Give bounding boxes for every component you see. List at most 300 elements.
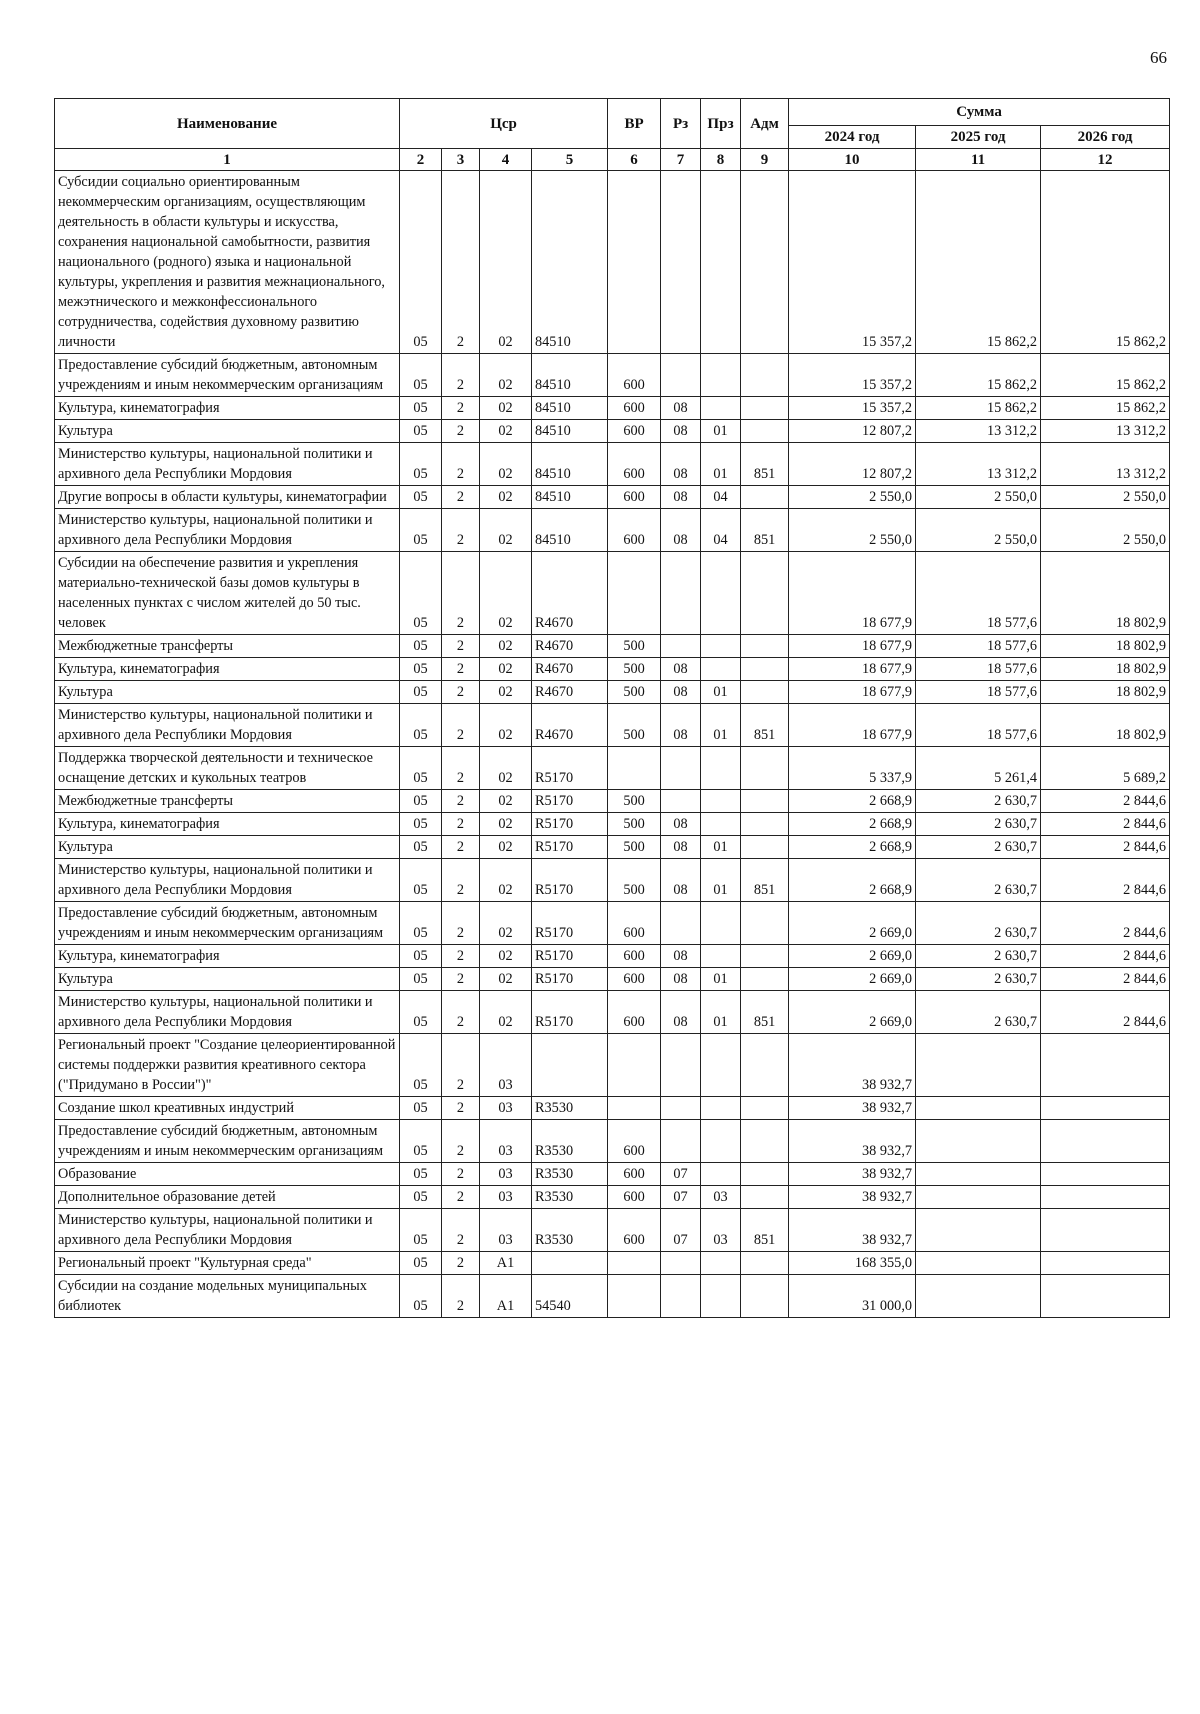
amount-2026: 13 312,2 (1041, 420, 1170, 443)
adm-code: 851 (741, 991, 789, 1034)
amount-2025 (916, 1163, 1041, 1186)
csr-code-3: 2 (442, 486, 480, 509)
vr-code (608, 747, 661, 790)
vr-code: 600 (608, 945, 661, 968)
csr-code-4: 02 (480, 790, 532, 813)
amount-2025 (916, 1186, 1041, 1209)
vr-code: 500 (608, 836, 661, 859)
prz-code: 04 (701, 509, 741, 552)
csr-code-4: 03 (480, 1209, 532, 1252)
vr-code: 600 (608, 968, 661, 991)
header-year-2024: 2024 год (789, 126, 916, 149)
prz-code (701, 1120, 741, 1163)
table-row (55, 1034, 1170, 1097)
vr-code: 600 (608, 397, 661, 420)
amount-2024: 5 337,9 (789, 747, 916, 790)
csr-code-3: 2 (442, 658, 480, 681)
rz-code: 07 (661, 1186, 701, 1209)
adm-code (741, 397, 789, 420)
row-name: Предоставление субсидий бюджетным, автономным учреждениям и иным некоммерческим организациям (55, 354, 400, 397)
csr-code-3: 2 (442, 1120, 480, 1163)
header-rz: Рз (661, 99, 701, 149)
amount-2024: 38 932,7 (789, 1186, 916, 1209)
header-year-2026: 2026 год (1041, 126, 1170, 149)
csr-code-2: 05 (400, 968, 442, 991)
row-name: Субсидии на создание модельных муниципальных библиотек (55, 1275, 400, 1318)
table-row (55, 1275, 1170, 1318)
amount-2025: 2 630,7 (916, 790, 1041, 813)
rz-code (661, 354, 701, 397)
prz-code: 01 (701, 991, 741, 1034)
amount-2026: 15 862,2 (1041, 171, 1170, 354)
csr-code-4: 02 (480, 968, 532, 991)
row-name: Министерство культуры, национальной политики и архивного дела Республики Мордовия (55, 509, 400, 552)
header-name: Наименование (55, 99, 400, 149)
amount-2025 (916, 1120, 1041, 1163)
column-number: 5 (532, 149, 608, 171)
csr-code-2: 05 (400, 1097, 442, 1120)
amount-2026: 5 689,2 (1041, 747, 1170, 790)
csr-code-3: 2 (442, 704, 480, 747)
table-row (55, 859, 1170, 902)
amount-2025: 15 862,2 (916, 354, 1041, 397)
amount-2025: 2 550,0 (916, 509, 1041, 552)
csr-code-2: 05 (400, 552, 442, 635)
amount-2026 (1041, 1275, 1170, 1318)
amount-2025: 2 550,0 (916, 486, 1041, 509)
csr-code-2: 05 (400, 1209, 442, 1252)
column-numbers-row (55, 149, 1170, 171)
amount-2026: 2 844,6 (1041, 902, 1170, 945)
row-name: Предоставление субсидий бюджетным, автономным учреждениям и иным некоммерческим организациям (55, 1120, 400, 1163)
table-row (55, 171, 1170, 354)
rz-code (661, 1275, 701, 1318)
prz-code (701, 945, 741, 968)
csr-code-2: 05 (400, 859, 442, 902)
csr-code-2: 05 (400, 486, 442, 509)
csr-code-3: 2 (442, 991, 480, 1034)
adm-code (741, 354, 789, 397)
csr-code-5: R4670 (532, 658, 608, 681)
adm-code (741, 902, 789, 945)
row-name: Культура, кинематография (55, 945, 400, 968)
csr-code-5 (532, 1252, 608, 1275)
adm-code (741, 1186, 789, 1209)
csr-code-4: 02 (480, 902, 532, 945)
amount-2026: 2 844,6 (1041, 991, 1170, 1034)
csr-code-3: 2 (442, 836, 480, 859)
csr-code-3: 2 (442, 747, 480, 790)
csr-code-3: 2 (442, 397, 480, 420)
amount-2024: 38 932,7 (789, 1097, 916, 1120)
csr-code-4: 02 (480, 486, 532, 509)
csr-code-3: 2 (442, 945, 480, 968)
table-row (55, 397, 1170, 420)
csr-code-5: 84510 (532, 420, 608, 443)
row-name: Культура (55, 681, 400, 704)
vr-code (608, 1097, 661, 1120)
rz-code: 08 (661, 859, 701, 902)
csr-code-4: 02 (480, 681, 532, 704)
csr-code-3: 2 (442, 420, 480, 443)
adm-code (741, 658, 789, 681)
csr-code-5: R4670 (532, 552, 608, 635)
amount-2025: 5 261,4 (916, 747, 1041, 790)
amount-2024: 2 669,0 (789, 968, 916, 991)
adm-code (741, 171, 789, 354)
csr-code-5: 84510 (532, 443, 608, 486)
column-number: 9 (741, 149, 789, 171)
csr-code-5: R5170 (532, 859, 608, 902)
rz-code: 08 (661, 420, 701, 443)
header-adm: Адм (741, 99, 789, 149)
vr-code (608, 1275, 661, 1318)
adm-code (741, 1097, 789, 1120)
csr-code-4: 02 (480, 945, 532, 968)
prz-code (701, 790, 741, 813)
csr-code-2: 05 (400, 836, 442, 859)
adm-code: 851 (741, 704, 789, 747)
amount-2025: 2 630,7 (916, 859, 1041, 902)
prz-code: 01 (701, 968, 741, 991)
row-name: Культура, кинематография (55, 813, 400, 836)
csr-code-5: R5170 (532, 991, 608, 1034)
amount-2026: 18 802,9 (1041, 552, 1170, 635)
csr-code-2: 05 (400, 1252, 442, 1275)
csr-code-5: R3530 (532, 1209, 608, 1252)
amount-2026 (1041, 1186, 1170, 1209)
amount-2026 (1041, 1252, 1170, 1275)
rz-code: 08 (661, 443, 701, 486)
row-name: Межбюджетные трансферты (55, 790, 400, 813)
csr-code-2: 05 (400, 681, 442, 704)
csr-code-5: R4670 (532, 704, 608, 747)
row-name: Министерство культуры, национальной политики и архивного дела Республики Мордовия (55, 859, 400, 902)
csr-code-2: 05 (400, 704, 442, 747)
rz-code: 07 (661, 1209, 701, 1252)
csr-code-5: 84510 (532, 486, 608, 509)
amount-2026: 18 802,9 (1041, 681, 1170, 704)
amount-2024: 15 357,2 (789, 354, 916, 397)
row-name: Другие вопросы в области культуры, кинематографии (55, 486, 400, 509)
column-number: 8 (701, 149, 741, 171)
column-number: 10 (789, 149, 916, 171)
prz-code: 01 (701, 836, 741, 859)
amount-2025: 2 630,7 (916, 813, 1041, 836)
csr-code-2: 05 (400, 420, 442, 443)
csr-code-4: 02 (480, 397, 532, 420)
prz-code (701, 1252, 741, 1275)
amount-2026: 2 844,6 (1041, 790, 1170, 813)
amount-2025: 18 577,6 (916, 552, 1041, 635)
amount-2024: 18 677,9 (789, 681, 916, 704)
prz-code: 04 (701, 486, 741, 509)
amount-2026 (1041, 1120, 1170, 1163)
csr-code-3: 2 (442, 443, 480, 486)
adm-code (741, 1163, 789, 1186)
row-name: Министерство культуры, национальной политики и архивного дела Республики Мордовия (55, 991, 400, 1034)
row-name: Создание школ креативных индустрий (55, 1097, 400, 1120)
table-row (55, 968, 1170, 991)
rz-code (661, 1252, 701, 1275)
csr-code-5: R3530 (532, 1186, 608, 1209)
column-number: 11 (916, 149, 1041, 171)
amount-2024: 2 668,9 (789, 836, 916, 859)
csr-code-3: 2 (442, 354, 480, 397)
amount-2025: 15 862,2 (916, 171, 1041, 354)
rz-code: 08 (661, 681, 701, 704)
adm-code (741, 813, 789, 836)
table-row (55, 1186, 1170, 1209)
table-row (55, 1120, 1170, 1163)
csr-code-5: R5170 (532, 836, 608, 859)
amount-2025: 2 630,7 (916, 945, 1041, 968)
amount-2024: 15 357,2 (789, 171, 916, 354)
column-number: 2 (400, 149, 442, 171)
prz-code: 01 (701, 443, 741, 486)
row-name: Поддержка творческой деятельности и техническое оснащение детских и кукольных театров (55, 747, 400, 790)
vr-code: 500 (608, 635, 661, 658)
table-row (55, 902, 1170, 945)
amount-2026: 2 550,0 (1041, 509, 1170, 552)
csr-code-3: 2 (442, 681, 480, 704)
table-row (55, 681, 1170, 704)
csr-code-3: 2 (442, 1097, 480, 1120)
csr-code-4: 03 (480, 1120, 532, 1163)
adm-code (741, 635, 789, 658)
amount-2024: 38 932,7 (789, 1163, 916, 1186)
csr-code-3: 2 (442, 859, 480, 902)
csr-code-4: A1 (480, 1275, 532, 1318)
column-number: 1 (55, 149, 400, 171)
csr-code-2: 05 (400, 1120, 442, 1163)
rz-code: 08 (661, 658, 701, 681)
amount-2025: 18 577,6 (916, 658, 1041, 681)
amount-2025: 18 577,6 (916, 704, 1041, 747)
csr-code-4: 02 (480, 552, 532, 635)
amount-2025 (916, 1097, 1041, 1120)
row-name: Министерство культуры, национальной политики и архивного дела Республики Мордовия (55, 1209, 400, 1252)
amount-2025 (916, 1275, 1041, 1318)
adm-code (741, 790, 789, 813)
csr-code-5: R4670 (532, 635, 608, 658)
amount-2024: 2 669,0 (789, 945, 916, 968)
amount-2026: 18 802,9 (1041, 635, 1170, 658)
amount-2025: 15 862,2 (916, 397, 1041, 420)
csr-code-2: 05 (400, 790, 442, 813)
vr-code: 500 (608, 813, 661, 836)
amount-2026: 2 550,0 (1041, 486, 1170, 509)
row-name: Субсидии социально ориентированным некоммерческим организациям, осуществляющим деятельность в области культуры и искусства, сохранения национальной самобытности, развития национального (родного) языка и национальной культуры, укрепления и развития межнационального, межэтнического и межконфессионального сотрудничества, содействия духовному развитию личности (55, 171, 400, 354)
csr-code-4: A1 (480, 1252, 532, 1275)
prz-code: 01 (701, 859, 741, 902)
csr-code-5: R5170 (532, 902, 608, 945)
table-row (55, 747, 1170, 790)
vr-code: 500 (608, 658, 661, 681)
table-row (55, 486, 1170, 509)
table-row (55, 354, 1170, 397)
csr-code-3: 2 (442, 171, 480, 354)
adm-code (741, 1252, 789, 1275)
csr-code-3: 2 (442, 1252, 480, 1275)
prz-code (701, 1097, 741, 1120)
column-number: 12 (1041, 149, 1170, 171)
csr-code-2: 05 (400, 1163, 442, 1186)
row-name: Предоставление субсидий бюджетным, автономным учреждениям и иным некоммерческим организациям (55, 902, 400, 945)
column-number: 4 (480, 149, 532, 171)
amount-2026: 2 844,6 (1041, 859, 1170, 902)
adm-code (741, 1275, 789, 1318)
csr-code-5: 84510 (532, 171, 608, 354)
prz-code: 01 (701, 420, 741, 443)
amount-2024: 2 669,0 (789, 902, 916, 945)
vr-code: 600 (608, 509, 661, 552)
csr-code-4: 02 (480, 171, 532, 354)
table-row (55, 658, 1170, 681)
amount-2025 (916, 1252, 1041, 1275)
prz-code (701, 1163, 741, 1186)
adm-code (741, 747, 789, 790)
amount-2026: 2 844,6 (1041, 968, 1170, 991)
table-body (55, 171, 1170, 1318)
csr-code-2: 05 (400, 747, 442, 790)
amount-2024: 38 932,7 (789, 1034, 916, 1097)
csr-code-4: 02 (480, 443, 532, 486)
amount-2024: 12 807,2 (789, 443, 916, 486)
amount-2026 (1041, 1097, 1170, 1120)
table-row (55, 1252, 1170, 1275)
row-name: Межбюджетные трансферты (55, 635, 400, 658)
csr-code-3: 2 (442, 1209, 480, 1252)
csr-code-4: 02 (480, 704, 532, 747)
amount-2024: 2 668,9 (789, 813, 916, 836)
prz-code (701, 635, 741, 658)
amount-2024: 2 550,0 (789, 486, 916, 509)
rz-code: 08 (661, 836, 701, 859)
table-row (55, 443, 1170, 486)
adm-code: 851 (741, 1209, 789, 1252)
csr-code-4: 02 (480, 635, 532, 658)
csr-code-5: 54540 (532, 1275, 608, 1318)
adm-code (741, 1034, 789, 1097)
csr-code-4: 02 (480, 836, 532, 859)
amount-2024: 18 677,9 (789, 552, 916, 635)
prz-code (701, 902, 741, 945)
csr-code-4: 03 (480, 1034, 532, 1097)
csr-code-4: 02 (480, 509, 532, 552)
amount-2025: 2 630,7 (916, 968, 1041, 991)
prz-code: 01 (701, 681, 741, 704)
csr-code-5: R5170 (532, 945, 608, 968)
adm-code (741, 968, 789, 991)
csr-code-3: 2 (442, 1275, 480, 1318)
prz-code (701, 354, 741, 397)
prz-code (701, 658, 741, 681)
csr-code-5: 84510 (532, 509, 608, 552)
table-row (55, 1163, 1170, 1186)
vr-code: 500 (608, 859, 661, 902)
csr-code-4: 03 (480, 1186, 532, 1209)
amount-2025 (916, 1209, 1041, 1252)
amount-2026: 18 802,9 (1041, 704, 1170, 747)
table-row (55, 836, 1170, 859)
rz-code: 07 (661, 1163, 701, 1186)
prz-code (701, 397, 741, 420)
csr-code-5: 84510 (532, 354, 608, 397)
vr-code: 600 (608, 420, 661, 443)
amount-2026: 15 862,2 (1041, 397, 1170, 420)
amount-2026 (1041, 1209, 1170, 1252)
column-number: 3 (442, 149, 480, 171)
header-vr: ВР (608, 99, 661, 149)
row-name: Региональный проект "Создание целеориентированной системы поддержки развития креативного сектора ("Придумано в России")" (55, 1034, 400, 1097)
csr-code-3: 2 (442, 1186, 480, 1209)
adm-code (741, 945, 789, 968)
csr-code-3: 2 (442, 1034, 480, 1097)
amount-2025: 2 630,7 (916, 836, 1041, 859)
csr-code-2: 05 (400, 902, 442, 945)
prz-code (701, 171, 741, 354)
row-name: Культура (55, 420, 400, 443)
prz-code: 03 (701, 1186, 741, 1209)
vr-code: 600 (608, 1186, 661, 1209)
amount-2025: 18 577,6 (916, 681, 1041, 704)
row-name: Культура (55, 836, 400, 859)
adm-code: 851 (741, 509, 789, 552)
header-prz: Прз (701, 99, 741, 149)
rz-code: 08 (661, 486, 701, 509)
csr-code-4: 02 (480, 813, 532, 836)
table-row (55, 635, 1170, 658)
amount-2024: 2 669,0 (789, 991, 916, 1034)
table-row (55, 1209, 1170, 1252)
amount-2025 (916, 1034, 1041, 1097)
amount-2024: 38 932,7 (789, 1209, 916, 1252)
rz-code (661, 747, 701, 790)
row-name: Культура, кинематография (55, 658, 400, 681)
row-name: Региональный проект "Культурная среда" (55, 1252, 400, 1275)
vr-code: 600 (608, 1209, 661, 1252)
amount-2024: 2 668,9 (789, 859, 916, 902)
csr-code-2: 05 (400, 658, 442, 681)
adm-code: 851 (741, 443, 789, 486)
rz-code (661, 552, 701, 635)
amount-2025: 13 312,2 (916, 443, 1041, 486)
amount-2024: 12 807,2 (789, 420, 916, 443)
header-year-2025: 2025 год (916, 126, 1041, 149)
amount-2026: 18 802,9 (1041, 658, 1170, 681)
csr-code-2: 05 (400, 354, 442, 397)
rz-code: 08 (661, 509, 701, 552)
prz-code (701, 1275, 741, 1318)
prz-code (701, 747, 741, 790)
amount-2026: 2 844,6 (1041, 813, 1170, 836)
csr-code-5: R5170 (532, 813, 608, 836)
rz-code (661, 635, 701, 658)
rz-code (661, 171, 701, 354)
adm-code (741, 486, 789, 509)
header-sum: Сумма (789, 99, 1170, 126)
amount-2024: 38 932,7 (789, 1120, 916, 1163)
csr-code-2: 05 (400, 635, 442, 658)
vr-code (608, 171, 661, 354)
vr-code (608, 1034, 661, 1097)
rz-code (661, 1120, 701, 1163)
csr-code-5: 84510 (532, 397, 608, 420)
csr-code-2: 05 (400, 509, 442, 552)
csr-code-3: 2 (442, 509, 480, 552)
csr-code-5: R5170 (532, 790, 608, 813)
